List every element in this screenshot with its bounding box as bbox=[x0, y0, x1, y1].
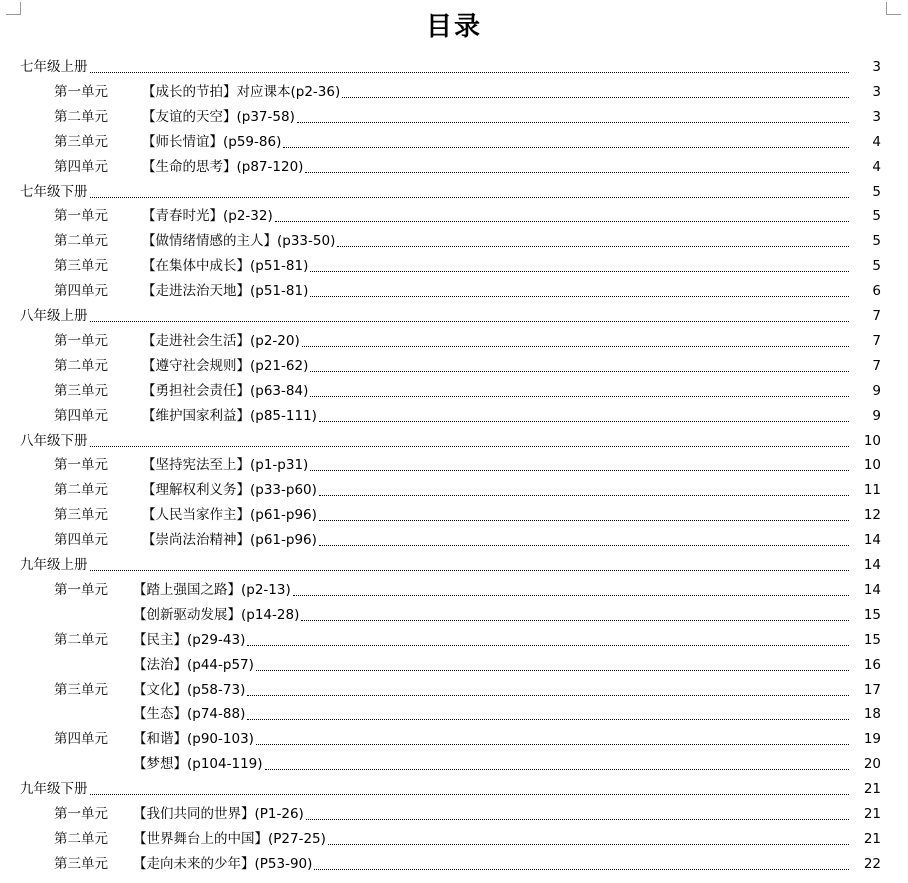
toc-page-number: 21 bbox=[863, 781, 881, 798]
toc-grade-entry[interactable] bbox=[0, 429, 908, 454]
toc-page-number: 21 bbox=[863, 806, 881, 822]
toc-page-number: 12 bbox=[863, 507, 881, 524]
toc-page-number: 7 bbox=[872, 332, 881, 349]
toc-unit-entry[interactable] bbox=[0, 354, 908, 379]
toc-topic-label: 【我们共同的世界】(P1-26) bbox=[133, 806, 304, 822]
toc-topic-label: 【梦想】(p104-119) bbox=[133, 756, 263, 773]
toc-page-number: 7 bbox=[872, 357, 881, 374]
toc-topic-label: 【做情绪情感的主人】(p33-50) bbox=[142, 233, 336, 250]
toc-dot-leader bbox=[319, 495, 849, 496]
toc-unit-label: 第四单元 bbox=[54, 407, 108, 424]
toc-page-number: 3 bbox=[872, 83, 881, 100]
toc-topic-label: 【世界舞台上的中国】(P27-25) bbox=[133, 830, 326, 847]
toc-unit-label: 第二单元 bbox=[54, 357, 108, 374]
toc-topic-label: 【走进法治天地】(p51-81) bbox=[142, 283, 309, 300]
toc-page-number: 22 bbox=[863, 855, 881, 872]
toc-page-number: 14 bbox=[863, 581, 881, 598]
toc-unit-entry[interactable] bbox=[0, 528, 908, 553]
toc-unit-label: 第二单元 bbox=[54, 108, 108, 125]
toc-dot-leader bbox=[90, 197, 849, 198]
toc-topic-label: 【友谊的天空】(p37-58) bbox=[142, 108, 295, 125]
toc-dot-leader bbox=[342, 97, 849, 98]
toc-page-number: 3 bbox=[872, 108, 881, 125]
toc-topic-label: 【走进社会生活】(p2-20) bbox=[142, 332, 300, 349]
toc-unit-entry[interactable] bbox=[0, 204, 908, 229]
toc-page-number: 16 bbox=[863, 656, 881, 673]
toc-page-number: 4 bbox=[872, 158, 881, 175]
toc-topic-label: 【坚持宪法至上】(p1-p31) bbox=[142, 457, 309, 474]
toc-unit-entry[interactable] bbox=[0, 702, 908, 727]
toc-page-number: 21 bbox=[863, 830, 881, 847]
toc-topic-label: 【法治】(p44-p57) bbox=[133, 656, 254, 673]
toc-topic-label: 【走向未来的少年】(P53-90) bbox=[133, 855, 313, 872]
toc-dot-leader bbox=[310, 296, 849, 297]
toc-unit-label: 第二单元 bbox=[54, 830, 108, 847]
toc-page-number: 5 bbox=[872, 208, 881, 225]
toc-unit-label: 第三单元 bbox=[54, 258, 108, 275]
toc-unit-label: 第一单元 bbox=[54, 806, 108, 822]
toc-unit-label: 第二单元 bbox=[54, 233, 108, 250]
toc-dot-leader bbox=[310, 396, 849, 397]
toc-unit-entry[interactable] bbox=[0, 752, 908, 777]
toc-unit-entry[interactable] bbox=[0, 478, 908, 503]
toc-unit-label: 第三单元 bbox=[54, 507, 108, 524]
toc-unit-entry[interactable] bbox=[0, 105, 908, 130]
toc-dot-leader bbox=[305, 172, 849, 173]
toc-grade-entry[interactable] bbox=[0, 777, 908, 802]
toc-unit-label: 第三单元 bbox=[54, 855, 108, 872]
toc-unit-entry[interactable] bbox=[0, 229, 908, 254]
toc-topic-label: 【遵守社会规则】(p21-62) bbox=[142, 357, 309, 374]
toc-grade-label: 八年级上册 bbox=[20, 308, 88, 324]
toc-page-number: 18 bbox=[863, 706, 881, 723]
toc-dot-leader bbox=[265, 769, 849, 770]
toc-dot-leader bbox=[283, 147, 849, 148]
toc-topic-label: 【民主】(p29-43) bbox=[133, 631, 246, 648]
toc-unit-entry[interactable] bbox=[0, 802, 908, 827]
toc-page-number: 5 bbox=[872, 183, 881, 200]
toc-grade-entry[interactable] bbox=[0, 304, 908, 329]
toc-dot-leader bbox=[275, 221, 849, 222]
toc-topic-label: 【生命的思考】(p87-120) bbox=[142, 158, 304, 175]
toc-dot-leader bbox=[90, 794, 849, 795]
toc-unit-entry[interactable] bbox=[0, 404, 908, 429]
toc-dot-leader bbox=[301, 620, 849, 621]
toc-topic-label: 【青春时光】(p2-32) bbox=[142, 208, 273, 225]
toc-page-number: 5 bbox=[872, 258, 881, 275]
toc-unit-entry[interactable] bbox=[0, 678, 908, 703]
toc-topic-label: 【崇尚法治精神】(p61-p96) bbox=[142, 532, 317, 549]
toc-topic-label: 【成长的节拍】对应课本(p2-36) bbox=[142, 83, 341, 100]
toc-page-number: 20 bbox=[863, 756, 881, 773]
toc-unit-label: 第二单元 bbox=[54, 631, 108, 648]
toc-page-number: 15 bbox=[863, 606, 881, 623]
toc-dot-leader bbox=[90, 446, 849, 447]
toc-page-number: 14 bbox=[863, 532, 881, 549]
toc-grade-entry[interactable] bbox=[0, 553, 908, 578]
toc-topic-label: 【师长情谊】(p59-86) bbox=[142, 133, 282, 150]
toc-page-number: 3 bbox=[872, 59, 881, 75]
toc-dot-leader bbox=[319, 545, 849, 546]
toc-unit-label: 第三单元 bbox=[54, 382, 108, 399]
toc-unit-entry[interactable] bbox=[0, 379, 908, 404]
toc-page-number: 19 bbox=[863, 731, 881, 748]
toc-unit-label: 第三单元 bbox=[54, 681, 108, 698]
toc-unit-label: 第一单元 bbox=[54, 83, 108, 100]
toc-dot-leader bbox=[310, 271, 849, 272]
toc-unit-label: 第一单元 bbox=[54, 332, 108, 349]
toc-dot-leader bbox=[306, 819, 849, 820]
toc-page-number: 14 bbox=[863, 557, 881, 573]
toc-unit-entry[interactable] bbox=[0, 155, 908, 180]
toc-dot-leader bbox=[310, 470, 849, 471]
toc-page-number: 10 bbox=[863, 432, 881, 449]
toc-dot-leader bbox=[90, 570, 849, 571]
toc-unit-entry[interactable] bbox=[0, 603, 908, 628]
toc-grade-entry[interactable] bbox=[0, 180, 908, 205]
toc-topic-label: 【理解权利义务】(p33-p60) bbox=[142, 482, 317, 499]
toc-dot-leader bbox=[247, 645, 849, 646]
toc-unit-entry[interactable] bbox=[0, 503, 908, 528]
toc-dot-leader bbox=[302, 346, 849, 347]
toc-page-number: 9 bbox=[872, 382, 881, 399]
toc-dot-leader bbox=[90, 72, 849, 73]
toc-dot-leader bbox=[90, 321, 849, 322]
toc-unit-label: 第一单元 bbox=[54, 581, 108, 598]
toc-unit-entry[interactable] bbox=[0, 279, 908, 304]
toc-dot-leader bbox=[256, 744, 849, 745]
toc-dot-leader bbox=[293, 595, 849, 596]
toc-topic-label: 【创新驱动发展】(p14-28) bbox=[133, 606, 300, 623]
toc-grade-label: 九年级上册 bbox=[20, 557, 88, 573]
toc-unit-label: 第四单元 bbox=[54, 532, 108, 549]
toc-unit-label: 第四单元 bbox=[54, 283, 108, 300]
toc-page-number: 4 bbox=[872, 133, 881, 150]
toc-page-number: 17 bbox=[863, 681, 881, 698]
toc-grade-label: 七年级下册 bbox=[20, 183, 88, 200]
toc-page-number: 5 bbox=[872, 233, 881, 250]
toc-page-number: 11 bbox=[863, 482, 881, 499]
toc-unit-entry[interactable] bbox=[0, 329, 908, 354]
toc-topic-label: 【勇担社会责任】(p63-84) bbox=[142, 382, 309, 399]
toc-dot-leader bbox=[310, 371, 849, 372]
toc-unit-label: 第四单元 bbox=[54, 731, 108, 748]
toc-dot-leader bbox=[328, 844, 849, 845]
toc-page-number: 7 bbox=[872, 308, 881, 324]
toc-grade-label: 九年级下册 bbox=[20, 781, 88, 798]
toc-unit-entry[interactable] bbox=[0, 653, 908, 678]
toc-unit-entry[interactable] bbox=[0, 727, 908, 752]
toc-unit-entry[interactable] bbox=[0, 628, 908, 653]
toc-topic-label: 【人民当家作主】(p61-p96) bbox=[142, 507, 317, 524]
toc-unit-entry[interactable] bbox=[0, 852, 908, 877]
toc-topic-label: 【文化】(p58-73) bbox=[133, 681, 246, 698]
toc-topic-label: 【在集体中成长】(p51-81) bbox=[142, 258, 309, 275]
page-title: 目录 bbox=[425, 12, 482, 42]
toc-page-number: 9 bbox=[872, 407, 881, 424]
toc-topic-label: 【和谐】(p90-103) bbox=[133, 731, 254, 748]
toc-grade-label: 七年级上册 bbox=[20, 59, 88, 75]
toc-unit-entry[interactable] bbox=[0, 453, 908, 478]
toc-dot-leader bbox=[314, 869, 849, 870]
toc-page-number: 6 bbox=[872, 283, 881, 300]
toc-dot-leader bbox=[247, 719, 849, 720]
toc-grade-entry[interactable] bbox=[0, 55, 908, 80]
toc-dot-leader bbox=[247, 695, 849, 696]
toc-unit-entry[interactable] bbox=[0, 80, 908, 105]
toc-grade-label: 八年级下册 bbox=[20, 432, 88, 449]
toc-page-number: 10 bbox=[863, 457, 881, 474]
toc-dot-leader bbox=[256, 670, 849, 671]
toc-topic-label: 【生态】(p74-88) bbox=[133, 706, 246, 723]
toc-unit-entry[interactable] bbox=[0, 827, 908, 852]
toc-unit-label: 第一单元 bbox=[54, 457, 108, 474]
toc-unit-label: 第四单元 bbox=[54, 158, 108, 175]
toc-dot-leader bbox=[337, 246, 849, 247]
toc-dot-leader bbox=[297, 122, 849, 123]
toc-dot-leader bbox=[319, 520, 849, 521]
toc-unit-entry[interactable] bbox=[0, 130, 908, 155]
toc-unit-label: 第一单元 bbox=[54, 208, 108, 225]
toc-unit-label: 第二单元 bbox=[54, 482, 108, 499]
toc-dot-leader bbox=[319, 421, 849, 422]
toc-unit-entry[interactable] bbox=[0, 578, 908, 603]
toc-page-number: 15 bbox=[863, 631, 881, 648]
toc-unit-entry[interactable] bbox=[0, 254, 908, 279]
toc-topic-label: 【踏上强国之路】(p2-13) bbox=[133, 581, 291, 598]
toc-unit-label: 第三单元 bbox=[54, 133, 108, 150]
toc-topic-label: 【维护国家利益】(p85-111) bbox=[142, 407, 317, 424]
